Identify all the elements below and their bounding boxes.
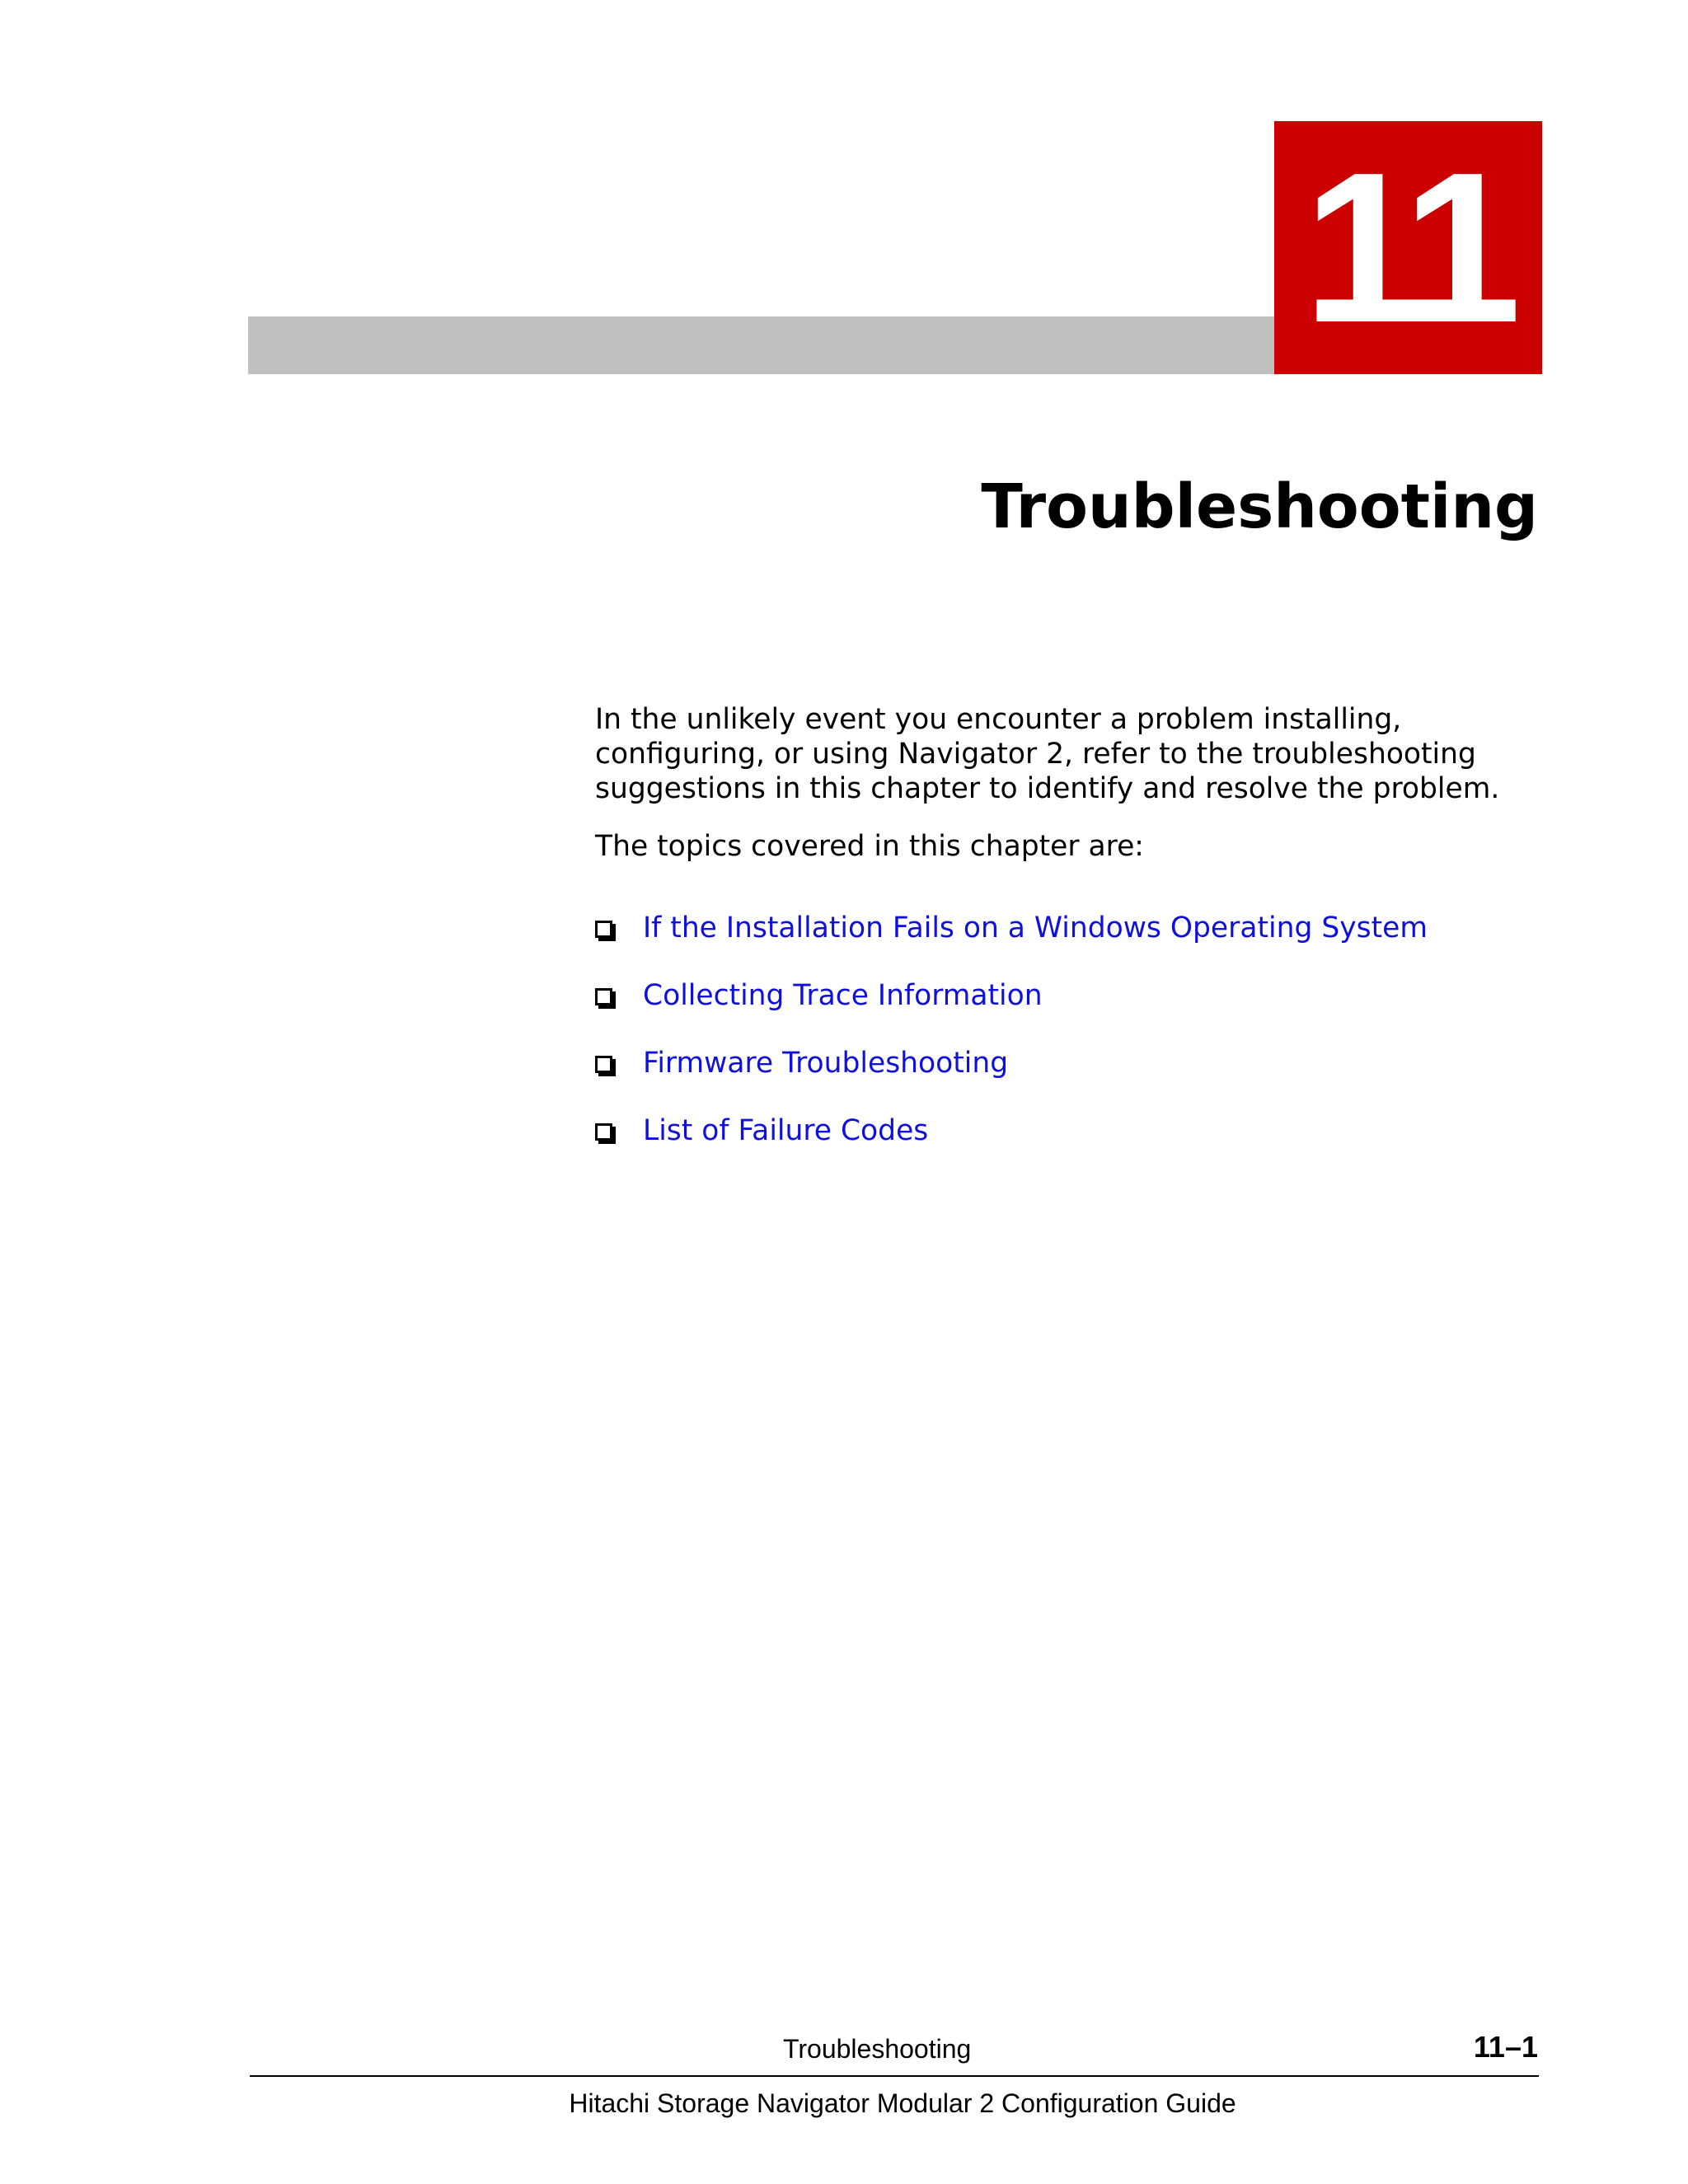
intro-line: configuring, or using Navigator 2, refer to the troubleshooting (595, 738, 1476, 771)
intro-line: suggestions in this chapter to identify and resolve the problem. (595, 772, 1500, 805)
footer-section-title: Troubleshooting (783, 2034, 972, 2064)
footer-page-number: 11–1 (1473, 2030, 1538, 2064)
topic-link-collecting-trace[interactable]: Collecting Trace Information (643, 979, 1043, 1012)
chapter-number-box (1274, 121, 1542, 374)
list-item (595, 1097, 1428, 1165)
topic-link-installation-fails[interactable]: If the Installation Fails on a Windows Operating System (643, 912, 1428, 944)
topic-link-failure-codes[interactable]: List of Failure Codes (643, 1114, 929, 1147)
chapter-header-bar (248, 316, 1275, 374)
checkbox-bullet-icon (595, 1123, 612, 1141)
topic-list (595, 894, 1428, 1165)
checkbox-bullet-icon (595, 1056, 612, 1073)
footer-guide-title: Hitachi Storage Navigator Modular 2 Configuration Guide (569, 2088, 1236, 2118)
intro-line: In the unlikely event you encounter a problem installing, (595, 703, 1402, 736)
list-item (595, 962, 1428, 1029)
topic-link-firmware-troubleshooting[interactable]: Firmware Troubleshooting (643, 1047, 1009, 1080)
list-item (595, 894, 1428, 962)
checkbox-bullet-icon (595, 921, 612, 938)
checkbox-bullet-icon (595, 988, 612, 1005)
footer-divider (250, 2075, 1539, 2077)
topics-lead: The topics covered in this chapter are: (595, 830, 1144, 863)
chapter-number: 11 (1303, 128, 1513, 368)
chapter-title: Troubleshooting (981, 471, 1538, 542)
intro-paragraph (595, 702, 1551, 806)
list-item (595, 1029, 1428, 1097)
